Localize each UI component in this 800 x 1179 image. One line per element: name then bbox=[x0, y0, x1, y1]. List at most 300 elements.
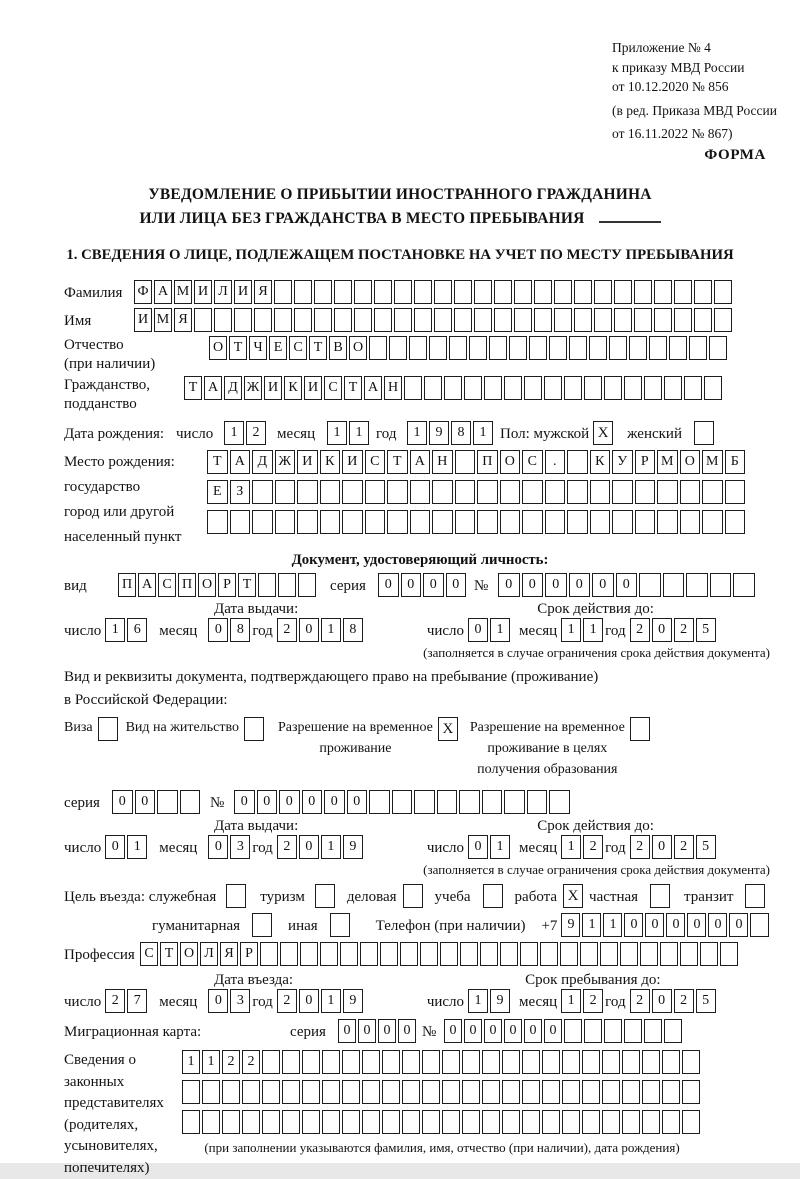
patronymic-cell[interactable] bbox=[669, 336, 687, 360]
representatives-line2-cell[interactable] bbox=[482, 1080, 500, 1104]
birthplace-line1-cell[interactable] bbox=[455, 450, 476, 474]
givenname-cell[interactable] bbox=[714, 308, 732, 332]
surname-cell[interactable] bbox=[554, 280, 572, 304]
representatives-line1-cell[interactable] bbox=[502, 1050, 520, 1074]
permit-series-cell[interactable]: 0 bbox=[112, 790, 133, 814]
profession-cell[interactable] bbox=[540, 942, 558, 966]
birth-year-cell[interactable]: 9 bbox=[429, 421, 449, 445]
representatives-line3-cell[interactable] bbox=[202, 1110, 220, 1134]
representatives-line3-cell[interactable] bbox=[662, 1110, 680, 1134]
representatives-line3-cell[interactable] bbox=[362, 1110, 380, 1134]
representatives-line2-cell[interactable] bbox=[422, 1080, 440, 1104]
representatives-line3-cell[interactable] bbox=[482, 1110, 500, 1134]
citizenship-cell[interactable] bbox=[584, 376, 602, 400]
mc-number-cell[interactable] bbox=[584, 1019, 602, 1043]
citizenship-cell[interactable] bbox=[604, 376, 622, 400]
surname-cell[interactable]: Я bbox=[254, 280, 272, 304]
birthplace-line2-cell[interactable] bbox=[387, 480, 408, 504]
patronymic-cell[interactable] bbox=[429, 336, 447, 360]
birthplace-line1-cell[interactable]: О bbox=[680, 450, 701, 474]
givenname-cell[interactable] bbox=[234, 308, 252, 332]
birthplace-line1-cell[interactable]: М bbox=[702, 450, 723, 474]
citizenship-cell[interactable] bbox=[644, 376, 662, 400]
birthplace-line2-cell[interactable]: Е bbox=[207, 480, 228, 504]
representatives-line2-cell[interactable] bbox=[302, 1080, 320, 1104]
stay-year-cell[interactable]: 0 bbox=[652, 989, 672, 1013]
permit-issue-year-cell[interactable]: 2 bbox=[277, 835, 297, 859]
representatives-line2-cell[interactable] bbox=[382, 1080, 400, 1104]
representatives-line3-cell[interactable] bbox=[542, 1110, 560, 1134]
representatives-line2-cell[interactable] bbox=[242, 1080, 260, 1104]
surname-cell[interactable] bbox=[414, 280, 432, 304]
birthplace-line3-cell[interactable] bbox=[635, 510, 656, 534]
doc-series-cell[interactable]: 0 bbox=[378, 573, 399, 597]
sex-female-checkbox[interactable] bbox=[694, 421, 714, 445]
doc-issue-day-cell[interactable]: 6 bbox=[127, 618, 147, 642]
givenname-cell[interactable] bbox=[434, 308, 452, 332]
birthplace-line1-cell[interactable]: Н bbox=[432, 450, 453, 474]
birthplace-line3-cell[interactable] bbox=[342, 510, 363, 534]
representatives-line1-cell[interactable]: 2 bbox=[222, 1050, 240, 1074]
permit-expiry-year-cell[interactable]: 2 bbox=[630, 835, 650, 859]
doc-expiry-year-cell[interactable]: 0 bbox=[652, 618, 672, 642]
givenname-cell[interactable]: И bbox=[134, 308, 152, 332]
representatives-line1-cell[interactable]: 2 bbox=[242, 1050, 260, 1074]
givenname-cell[interactable] bbox=[254, 308, 272, 332]
representatives-line1-cell[interactable] bbox=[542, 1050, 560, 1074]
profession-cell[interactable]: Р bbox=[240, 942, 258, 966]
patronymic-cell[interactable]: Т bbox=[229, 336, 247, 360]
phone-number-cell[interactable]: 9 bbox=[561, 913, 580, 937]
representatives-line1-cell[interactable]: 1 bbox=[182, 1050, 200, 1074]
representatives-line2-cell[interactable] bbox=[442, 1080, 460, 1104]
patronymic-cell[interactable]: О bbox=[209, 336, 227, 360]
birthplace-line1-cell[interactable]: Т bbox=[387, 450, 408, 474]
mc-number-cell[interactable] bbox=[564, 1019, 582, 1043]
representatives-line3-cell[interactable] bbox=[302, 1110, 320, 1134]
representatives-line1-cell[interactable] bbox=[682, 1050, 700, 1074]
permit-number-cell[interactable]: 0 bbox=[324, 790, 345, 814]
permit-expiry-year-cell[interactable]: 2 bbox=[674, 835, 694, 859]
stay-day-cell[interactable]: 1 bbox=[468, 989, 488, 1013]
birthplace-line3-cell[interactable] bbox=[387, 510, 408, 534]
temp-residence-education-checkbox[interactable] bbox=[630, 717, 650, 741]
doc-expiry-day-cell[interactable]: 1 bbox=[490, 618, 510, 642]
representatives-line1-cell[interactable] bbox=[422, 1050, 440, 1074]
representatives-line1-cell[interactable]: 1 bbox=[202, 1050, 220, 1074]
givenname-cell[interactable] bbox=[594, 308, 612, 332]
doc-expiry-day-cell[interactable]: 0 bbox=[468, 618, 488, 642]
permit-issue-month-cell[interactable]: 3 bbox=[230, 835, 250, 859]
birthplace-line1-cell[interactable]: К bbox=[320, 450, 341, 474]
permit-expiry-month-cell[interactable]: 2 bbox=[583, 835, 603, 859]
birthplace-line3-cell[interactable] bbox=[275, 510, 296, 534]
birthplace-line2-cell[interactable] bbox=[320, 480, 341, 504]
givenname-cell[interactable] bbox=[214, 308, 232, 332]
surname-cell[interactable]: И bbox=[234, 280, 252, 304]
surname-cell[interactable]: А bbox=[154, 280, 172, 304]
doc-number-cell[interactable] bbox=[710, 573, 732, 597]
patronymic-cell[interactable] bbox=[389, 336, 407, 360]
citizenship-cell[interactable] bbox=[544, 376, 562, 400]
permit-number-cell[interactable] bbox=[392, 790, 413, 814]
representatives-line3-cell[interactable] bbox=[682, 1110, 700, 1134]
doc-kind-cell[interactable]: Т bbox=[238, 573, 256, 597]
givenname-cell[interactable] bbox=[654, 308, 672, 332]
birthplace-line2-cell[interactable] bbox=[612, 480, 633, 504]
profession-cell[interactable] bbox=[640, 942, 658, 966]
birthplace-line2-cell[interactable] bbox=[635, 480, 656, 504]
citizenship-cell[interactable]: Д bbox=[224, 376, 242, 400]
citizenship-cell[interactable] bbox=[624, 376, 642, 400]
givenname-cell[interactable] bbox=[194, 308, 212, 332]
doc-kind-cell[interactable]: А bbox=[138, 573, 156, 597]
permit-number-cell[interactable]: 0 bbox=[347, 790, 368, 814]
permit-series-cell[interactable] bbox=[180, 790, 201, 814]
mc-series-cell[interactable]: 0 bbox=[338, 1019, 356, 1043]
stay-year-cell[interactable]: 2 bbox=[674, 989, 694, 1013]
birthplace-line3-cell[interactable] bbox=[365, 510, 386, 534]
purpose-other-checkbox[interactable] bbox=[330, 913, 350, 937]
patronymic-cell[interactable] bbox=[449, 336, 467, 360]
stay-year-cell[interactable]: 5 bbox=[696, 989, 716, 1013]
representatives-line3-cell[interactable] bbox=[422, 1110, 440, 1134]
birthplace-line1-cell[interactable]: А bbox=[410, 450, 431, 474]
surname-cell[interactable] bbox=[594, 280, 612, 304]
birthplace-line1-cell[interactable]: Д bbox=[252, 450, 273, 474]
doc-expiry-year-cell[interactable]: 2 bbox=[630, 618, 650, 642]
surname-cell[interactable]: Ф bbox=[134, 280, 152, 304]
surname-cell[interactable] bbox=[514, 280, 532, 304]
givenname-cell[interactable] bbox=[454, 308, 472, 332]
birthplace-line2-cell[interactable] bbox=[275, 480, 296, 504]
citizenship-cell[interactable]: А bbox=[204, 376, 222, 400]
representatives-line1-cell[interactable] bbox=[262, 1050, 280, 1074]
representatives-line2-cell[interactable] bbox=[522, 1080, 540, 1104]
permit-issue-year-cell[interactable]: 9 bbox=[343, 835, 363, 859]
surname-cell[interactable] bbox=[474, 280, 492, 304]
stay-day-cell[interactable]: 9 bbox=[490, 989, 510, 1013]
birthplace-line2-cell[interactable] bbox=[297, 480, 318, 504]
surname-cell[interactable] bbox=[694, 280, 712, 304]
profession-cell[interactable] bbox=[280, 942, 298, 966]
purpose-private-checkbox[interactable] bbox=[650, 884, 670, 908]
purpose-transit-checkbox[interactable] bbox=[745, 884, 765, 908]
givenname-cell[interactable] bbox=[494, 308, 512, 332]
phone-number-cell[interactable]: 0 bbox=[666, 913, 685, 937]
birthplace-line3-cell[interactable] bbox=[657, 510, 678, 534]
doc-number-cell[interactable]: 0 bbox=[592, 573, 614, 597]
representatives-line3-cell[interactable] bbox=[402, 1110, 420, 1134]
givenname-cell[interactable] bbox=[274, 308, 292, 332]
profession-cell[interactable]: Т bbox=[160, 942, 178, 966]
birthplace-line2-cell[interactable] bbox=[477, 480, 498, 504]
representatives-line3-cell[interactable] bbox=[262, 1110, 280, 1134]
birthplace-line2-cell[interactable] bbox=[500, 480, 521, 504]
birthplace-line3-cell[interactable] bbox=[725, 510, 746, 534]
representatives-line2-cell[interactable] bbox=[642, 1080, 660, 1104]
mc-number-cell[interactable]: 0 bbox=[484, 1019, 502, 1043]
profession-cell[interactable]: С bbox=[140, 942, 158, 966]
profession-cell[interactable] bbox=[600, 942, 618, 966]
permit-issue-day-cell[interactable]: 0 bbox=[105, 835, 125, 859]
givenname-cell[interactable] bbox=[534, 308, 552, 332]
doc-kind-cell[interactable]: Р bbox=[218, 573, 236, 597]
representatives-line2-cell[interactable] bbox=[262, 1080, 280, 1104]
citizenship-cell[interactable]: А bbox=[364, 376, 382, 400]
representatives-line2-cell[interactable] bbox=[202, 1080, 220, 1104]
birthplace-line3-cell[interactable] bbox=[320, 510, 341, 534]
permit-number-cell[interactable]: 0 bbox=[234, 790, 255, 814]
permit-number-cell[interactable] bbox=[459, 790, 480, 814]
representatives-line3-cell[interactable] bbox=[442, 1110, 460, 1134]
permit-number-cell[interactable] bbox=[549, 790, 570, 814]
profession-cell[interactable]: О bbox=[180, 942, 198, 966]
birth-day-cell[interactable]: 1 bbox=[224, 421, 244, 445]
representatives-line3-cell[interactable] bbox=[522, 1110, 540, 1134]
birth-year-cell[interactable]: 1 bbox=[473, 421, 493, 445]
representatives-line2-cell[interactable] bbox=[462, 1080, 480, 1104]
citizenship-cell[interactable] bbox=[464, 376, 482, 400]
givenname-cell[interactable] bbox=[634, 308, 652, 332]
birthplace-line1-cell[interactable]: О bbox=[500, 450, 521, 474]
representatives-line1-cell[interactable] bbox=[482, 1050, 500, 1074]
profession-cell[interactable] bbox=[520, 942, 538, 966]
patronymic-cell[interactable] bbox=[369, 336, 387, 360]
profession-cell[interactable] bbox=[420, 942, 438, 966]
permit-expiry-year-cell[interactable]: 0 bbox=[652, 835, 672, 859]
patronymic-cell[interactable] bbox=[529, 336, 547, 360]
citizenship-cell[interactable] bbox=[504, 376, 522, 400]
surname-cell[interactable] bbox=[714, 280, 732, 304]
patronymic-cell[interactable]: Ч bbox=[249, 336, 267, 360]
citizenship-cell[interactable] bbox=[424, 376, 442, 400]
representatives-line2-cell[interactable] bbox=[182, 1080, 200, 1104]
doc-issue-year-cell[interactable]: 0 bbox=[299, 618, 319, 642]
permit-number-cell[interactable]: 0 bbox=[302, 790, 323, 814]
mc-number-cell[interactable] bbox=[604, 1019, 622, 1043]
mc-number-cell[interactable]: 0 bbox=[444, 1019, 462, 1043]
representatives-line2-cell[interactable] bbox=[282, 1080, 300, 1104]
phone-number-cell[interactable]: 0 bbox=[708, 913, 727, 937]
birth-month-cell[interactable]: 1 bbox=[349, 421, 369, 445]
representatives-line1-cell[interactable] bbox=[362, 1050, 380, 1074]
profession-cell[interactable] bbox=[700, 942, 718, 966]
doc-number-cell[interactable] bbox=[663, 573, 685, 597]
permit-number-cell[interactable] bbox=[527, 790, 548, 814]
profession-cell[interactable] bbox=[560, 942, 578, 966]
citizenship-cell[interactable]: Н bbox=[384, 376, 402, 400]
permit-number-cell[interactable] bbox=[504, 790, 525, 814]
givenname-cell[interactable] bbox=[314, 308, 332, 332]
representatives-line1-cell[interactable] bbox=[322, 1050, 340, 1074]
givenname-cell[interactable] bbox=[354, 308, 372, 332]
givenname-cell[interactable] bbox=[394, 308, 412, 332]
profession-cell[interactable] bbox=[720, 942, 738, 966]
doc-series-cell[interactable]: 0 bbox=[446, 573, 467, 597]
citizenship-cell[interactable]: И bbox=[264, 376, 282, 400]
patronymic-cell[interactable] bbox=[409, 336, 427, 360]
permit-series-cell[interactable] bbox=[157, 790, 178, 814]
doc-issue-day-cell[interactable]: 1 bbox=[105, 618, 125, 642]
citizenship-cell[interactable] bbox=[444, 376, 462, 400]
doc-kind-cell[interactable] bbox=[298, 573, 316, 597]
representatives-line1-cell[interactable] bbox=[382, 1050, 400, 1074]
citizenship-cell[interactable]: К bbox=[284, 376, 302, 400]
givenname-cell[interactable] bbox=[554, 308, 572, 332]
representatives-line3-cell[interactable] bbox=[342, 1110, 360, 1134]
mc-number-cell[interactable]: 0 bbox=[464, 1019, 482, 1043]
citizenship-cell[interactable] bbox=[564, 376, 582, 400]
representatives-line2-cell[interactable] bbox=[362, 1080, 380, 1104]
patronymic-cell[interactable] bbox=[649, 336, 667, 360]
doc-expiry-month-cell[interactable]: 1 bbox=[561, 618, 581, 642]
permit-number-cell[interactable] bbox=[482, 790, 503, 814]
birthplace-line3-cell[interactable] bbox=[477, 510, 498, 534]
birthplace-line1-cell[interactable]: Б bbox=[725, 450, 746, 474]
entry-year-cell[interactable]: 0 bbox=[299, 989, 319, 1013]
givenname-cell[interactable] bbox=[694, 308, 712, 332]
profession-cell[interactable]: Я bbox=[220, 942, 238, 966]
surname-cell[interactable] bbox=[314, 280, 332, 304]
birthplace-line3-cell[interactable] bbox=[702, 510, 723, 534]
representatives-line1-cell[interactable] bbox=[442, 1050, 460, 1074]
citizenship-cell[interactable]: Т bbox=[344, 376, 362, 400]
birthplace-line1-cell[interactable]: . bbox=[545, 450, 566, 474]
birthplace-line3-cell[interactable] bbox=[432, 510, 453, 534]
permit-issue-month-cell[interactable]: 0 bbox=[208, 835, 228, 859]
representatives-line2-cell[interactable] bbox=[542, 1080, 560, 1104]
patronymic-cell[interactable] bbox=[589, 336, 607, 360]
givenname-cell[interactable]: Я bbox=[174, 308, 192, 332]
givenname-cell[interactable] bbox=[374, 308, 392, 332]
doc-issue-year-cell[interactable]: 2 bbox=[277, 618, 297, 642]
citizenship-cell[interactable]: Ж bbox=[244, 376, 262, 400]
citizenship-cell[interactable] bbox=[524, 376, 542, 400]
birthplace-line1-cell[interactable]: А bbox=[230, 450, 251, 474]
representatives-line1-cell[interactable] bbox=[522, 1050, 540, 1074]
profession-cell[interactable] bbox=[620, 942, 638, 966]
mc-number-cell[interactable]: 0 bbox=[544, 1019, 562, 1043]
entry-day-cell[interactable]: 2 bbox=[105, 989, 125, 1013]
patronymic-cell[interactable] bbox=[709, 336, 727, 360]
stay-month-cell[interactable]: 1 bbox=[561, 989, 581, 1013]
entry-month-cell[interactable]: 0 bbox=[208, 989, 228, 1013]
mc-series-cell[interactable]: 0 bbox=[358, 1019, 376, 1043]
permit-number-cell[interactable] bbox=[437, 790, 458, 814]
birthplace-line1-cell[interactable]: Ж bbox=[275, 450, 296, 474]
givenname-cell[interactable] bbox=[674, 308, 692, 332]
patronymic-cell[interactable] bbox=[689, 336, 707, 360]
citizenship-cell[interactable]: Т bbox=[184, 376, 202, 400]
doc-number-cell[interactable] bbox=[686, 573, 708, 597]
birth-year-cell[interactable]: 8 bbox=[451, 421, 471, 445]
permit-expiry-month-cell[interactable]: 1 bbox=[561, 835, 581, 859]
representatives-line2-cell[interactable] bbox=[662, 1080, 680, 1104]
profession-cell[interactable] bbox=[260, 942, 278, 966]
profession-cell[interactable] bbox=[480, 942, 498, 966]
representatives-line3-cell[interactable] bbox=[322, 1110, 340, 1134]
surname-cell[interactable] bbox=[454, 280, 472, 304]
representatives-line3-cell[interactable] bbox=[382, 1110, 400, 1134]
birthplace-line1-cell[interactable]: И bbox=[342, 450, 363, 474]
representatives-line3-cell[interactable] bbox=[182, 1110, 200, 1134]
citizenship-cell[interactable] bbox=[484, 376, 502, 400]
doc-kind-cell[interactable]: С bbox=[158, 573, 176, 597]
representatives-line2-cell[interactable] bbox=[622, 1080, 640, 1104]
surname-cell[interactable]: И bbox=[194, 280, 212, 304]
mc-number-cell[interactable]: 0 bbox=[524, 1019, 542, 1043]
representatives-line1-cell[interactable] bbox=[642, 1050, 660, 1074]
surname-cell[interactable] bbox=[634, 280, 652, 304]
doc-kind-cell[interactable] bbox=[258, 573, 276, 597]
entry-month-cell[interactable]: 3 bbox=[230, 989, 250, 1013]
entry-year-cell[interactable]: 2 bbox=[277, 989, 297, 1013]
birthplace-line3-cell[interactable] bbox=[545, 510, 566, 534]
surname-cell[interactable] bbox=[334, 280, 352, 304]
birthplace-line3-cell[interactable] bbox=[297, 510, 318, 534]
entry-year-cell[interactable]: 1 bbox=[321, 989, 341, 1013]
profession-cell[interactable] bbox=[300, 942, 318, 966]
birthplace-line2-cell[interactable] bbox=[545, 480, 566, 504]
phone-number-cell[interactable]: 0 bbox=[624, 913, 643, 937]
mc-number-cell[interactable]: 0 bbox=[504, 1019, 522, 1043]
doc-kind-cell[interactable]: О bbox=[198, 573, 216, 597]
permit-number-cell[interactable] bbox=[414, 790, 435, 814]
surname-cell[interactable] bbox=[654, 280, 672, 304]
birthplace-line1-cell[interactable]: Т bbox=[207, 450, 228, 474]
representatives-line3-cell[interactable] bbox=[462, 1110, 480, 1134]
profession-cell[interactable] bbox=[400, 942, 418, 966]
birthplace-line3-cell[interactable] bbox=[455, 510, 476, 534]
birthplace-line2-cell[interactable] bbox=[657, 480, 678, 504]
patronymic-cell[interactable]: В bbox=[329, 336, 347, 360]
representatives-line2-cell[interactable] bbox=[582, 1080, 600, 1104]
doc-issue-month-cell[interactable]: 8 bbox=[230, 618, 250, 642]
profession-cell[interactable] bbox=[500, 942, 518, 966]
birthplace-line1-cell[interactable]: С bbox=[365, 450, 386, 474]
patronymic-cell[interactable]: О bbox=[349, 336, 367, 360]
birthplace-line1-cell[interactable]: У bbox=[612, 450, 633, 474]
purpose-humanitarian-checkbox[interactable] bbox=[252, 913, 272, 937]
representatives-line2-cell[interactable] bbox=[602, 1080, 620, 1104]
profession-cell[interactable] bbox=[680, 942, 698, 966]
birthplace-line3-cell[interactable] bbox=[252, 510, 273, 534]
permit-series-cell[interactable]: 0 bbox=[135, 790, 156, 814]
surname-cell[interactable] bbox=[434, 280, 452, 304]
doc-number-cell[interactable]: 0 bbox=[522, 573, 544, 597]
phone-number-cell[interactable]: 1 bbox=[582, 913, 601, 937]
givenname-cell[interactable] bbox=[474, 308, 492, 332]
purpose-study-checkbox[interactable] bbox=[483, 884, 503, 908]
entry-day-cell[interactable]: 7 bbox=[127, 989, 147, 1013]
representatives-line2-cell[interactable] bbox=[682, 1080, 700, 1104]
profession-cell[interactable] bbox=[580, 942, 598, 966]
profession-cell[interactable] bbox=[320, 942, 338, 966]
doc-expiry-month-cell[interactable]: 1 bbox=[583, 618, 603, 642]
representatives-line1-cell[interactable] bbox=[462, 1050, 480, 1074]
birthplace-line2-cell[interactable] bbox=[410, 480, 431, 504]
birthplace-line2-cell[interactable] bbox=[432, 480, 453, 504]
representatives-line1-cell[interactable] bbox=[582, 1050, 600, 1074]
mc-number-cell[interactable] bbox=[644, 1019, 662, 1043]
givenname-cell[interactable] bbox=[574, 308, 592, 332]
profession-cell[interactable] bbox=[360, 942, 378, 966]
givenname-cell[interactable] bbox=[614, 308, 632, 332]
birthplace-line2-cell[interactable] bbox=[702, 480, 723, 504]
permit-number-cell[interactable] bbox=[369, 790, 390, 814]
purpose-official-checkbox[interactable] bbox=[226, 884, 246, 908]
